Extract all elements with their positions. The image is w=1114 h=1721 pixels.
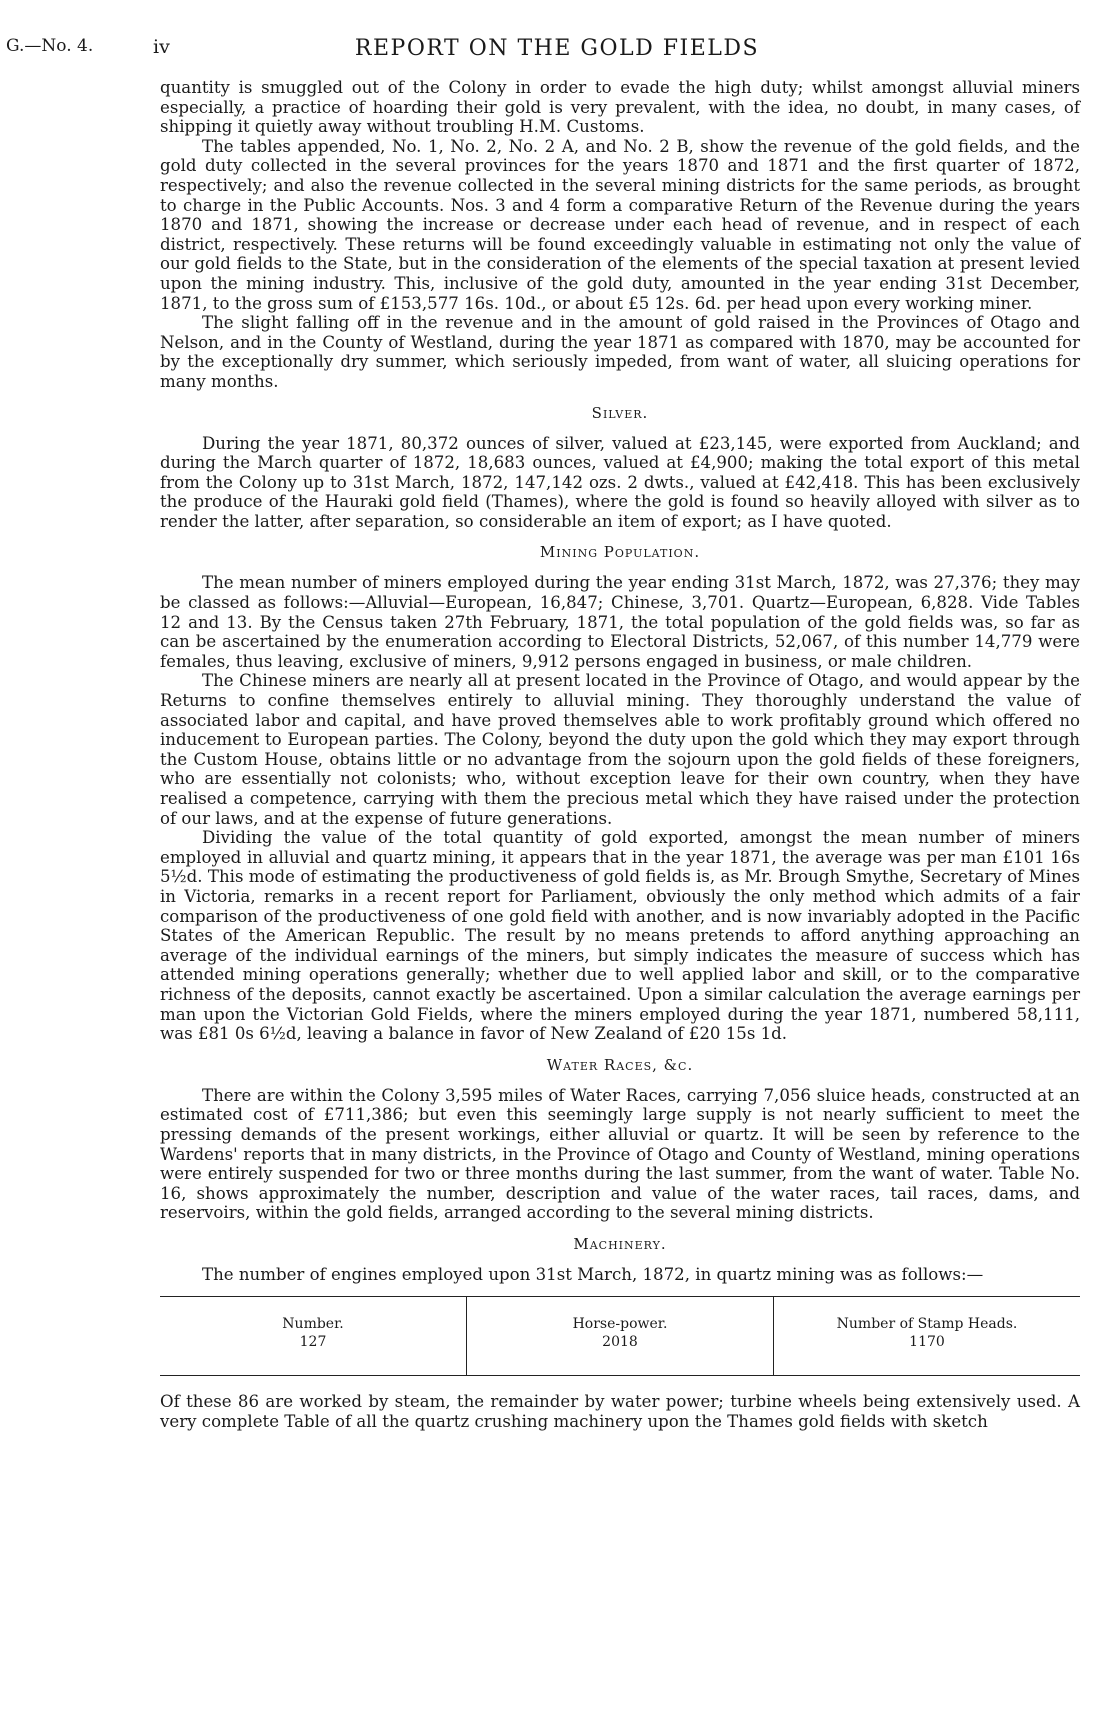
column-header: Number of Stamp Heads.: [836, 1316, 1018, 1333]
paragraph: Dividing the value of the total quantity of gold exported, amongst the mean number of miners employed in alluvial and quartz mining, it appears that in the year 1871, the average was per man £101 16s 5½d. This mode of estimating the productiveness of gold fields is, as Mr. Brough Smythe, Secretary of Mines in Victoria, remarks in a recent report for Parliament, obviously the only method which admits of a fair comparison of the productiveness of one gold field with another, and is now invariably adopted in the Pacific States of the American Republic. The result by no means pretends to afford anything approaching an average of the individual earnings of the miners, but simply indicates the measure of success which has attended mining operations generally; whether due to well applied labor and skill, or to the comparative richness of the deposits, cannot exactly be ascertained. Upon a similar calculation the average earnings per man upon the Victorian Gold Fields, where the miners employed during the year 1871, numbered 58,111, was £81 0s 6½d, leaving a balance in favor of New Zealand of £20 15s 1d.: [160, 828, 1080, 1044]
page-body: [160, 78, 1080, 1432]
section-heading-water-races: Water Races, &c.: [546, 1055, 694, 1074]
report-title: REPORT ON THE GOLD FIELDS: [354, 36, 760, 61]
paragraph: During the year 1871, 80,372 ounces of silver, valued at £23,145, were exported from Auckland; and during the March quarter of 1872, 18,683 ounces, valued at £4,900; making the total export of this metal from the Colony up to 31st March, 1872, 147,142 ozs. 2 dwts., valued at £42,418. This has been exclusively the produce of the Hauraki gold field (Thames), where the gold is found so heavily alloyed with silver as to render the latter, after separation, so considerable an item of export; as I have quoted.: [160, 433, 1080, 531]
paragraph: There are within the Colony 3,595 miles of Water Races, carrying 7,056 sluice heads, constructed at an estimated cost of £711,386; but even this seemingly large supply is not nearly sufficient to meet the pressing demands of the present workings, either alluvial or quartz. It will be seen by reference to the Wardens' reports that in many districts, in the Province of Otago and County of Westland, mining operations were entirely suspended for two or three months during the last summer, from the want of water. Table No. 16, shows approximately the number, description and value of the water races, tail races, dams, and reservoirs, within the gold fields, arranged according to the several mining districts.: [160, 1085, 1080, 1223]
column-header: Horse-power.: [572, 1316, 668, 1333]
cell-value: 2018: [602, 1334, 638, 1351]
paragraph: The tables appended, No. 1, No. 2, No. 2 A, and No. 2 B, show the revenue of the gold fields, and the gold duty collected in the several provinces for the years 1870 and 1871 and the first quarter of 1872, respectively; and also the revenue collected in the several mining districts for the same periods, as brought to charge in the Public Accounts. Nos. 3 and 4 form a comparative Return of the Revenue during the years 1870 and 1871, showing the increase or decrease under each head of revenue, and in respect of each district, respectively. These returns will be found exceedingly valuable in estimating not only the value of our gold fields to the State, but in the consideration of the elements of the special taxation at present levied upon the mining industry. This, inclusive of the gold duty, amounted in the year ending 31st December, 1871, to the gross sum of £153,577 16s. 10d., or about £5 12s. 6d. per head upon every working miner.: [160, 136, 1080, 313]
section-heading-machinery: Machinery.: [573, 1234, 667, 1253]
section-heading-silver: Silver.: [591, 403, 649, 422]
paragraph: quantity is smuggled out of the Colony in order to evade the high duty; whilst amongst alluvial miners especially, a practice of hoarding their gold is very prevalent, with the idea, no doubt, in many cases, of shipping it quietly away without troubling H.M. Customs.: [160, 78, 1080, 137]
section-heading-mining-population: Mining Population.: [539, 543, 701, 562]
cell-value: 1170: [909, 1334, 945, 1351]
column-header: Number.: [282, 1316, 344, 1333]
page-header: [0, 36, 1114, 66]
paragraph: The slight falling off in the revenue and in the amount of gold raised in the Provinces of Otago and Nelson, and in the County of Westland, during the year 1871 as compared with 1870, may be accounted for by the exceptionally dry summer, which seriously impeded, from want of water, all sluicing operations for many months.: [160, 313, 1080, 391]
paragraph: The mean number of miners employed during the year ending 31st March, 1872, was 27,376; they may be classed as follows:—Alluvial—European, 16,847; Chinese, 3,701. Quartz—European, 6,828. Vide Tables 12 and 13. By the Census taken 27th February, 1871, the total population of the gold fields was, so far as can be ascertained by the enumeration according to Electoral Districts, 52,067, of this number 14,779 were females, thus leaving, exclusive of miners, 9,912 persons engaged in business, or male children.: [160, 573, 1080, 671]
cell-value: 127: [299, 1334, 327, 1351]
paragraph: The Chinese miners are nearly all at present located in the Province of Otago, and would appear by the Returns to confine themselves entirely to alluvial mining. They thoroughly understand the value of associated labor and capital, and have proved themselves able to work profitably ground which offered no inducement to European parties. The Colony, beyond the duty upon the gold which they may export through the Custom House, obtains little or no advantage from the sojourn upon the gold fields of these foreigners, who are essentially not colonists; who, without exception leave for their own country, when they have realised a competence, carrying with them the precious metal which they have raised under the protection of our laws, and at the expense of future generations.: [160, 671, 1080, 828]
page-number: iv: [153, 36, 170, 58]
paragraph: Of these 86 are worked by steam, the remainder by water power; turbine wheels being extensively used. A very complete Table of all the quartz crushing machinery upon the Thames gold fields with sketch: [160, 1392, 1080, 1432]
engines-stamp-heads-cell: [773, 1297, 1080, 1375]
paragraph: The number of engines employed upon 31st March, 1872, in quartz mining was as follows:—: [202, 1264, 984, 1284]
engines-table: [160, 1296, 1080, 1376]
engines-number-cell: [160, 1297, 466, 1375]
document-code: G.—No. 4.: [6, 36, 94, 56]
engines-horsepower-cell: [466, 1297, 773, 1375]
